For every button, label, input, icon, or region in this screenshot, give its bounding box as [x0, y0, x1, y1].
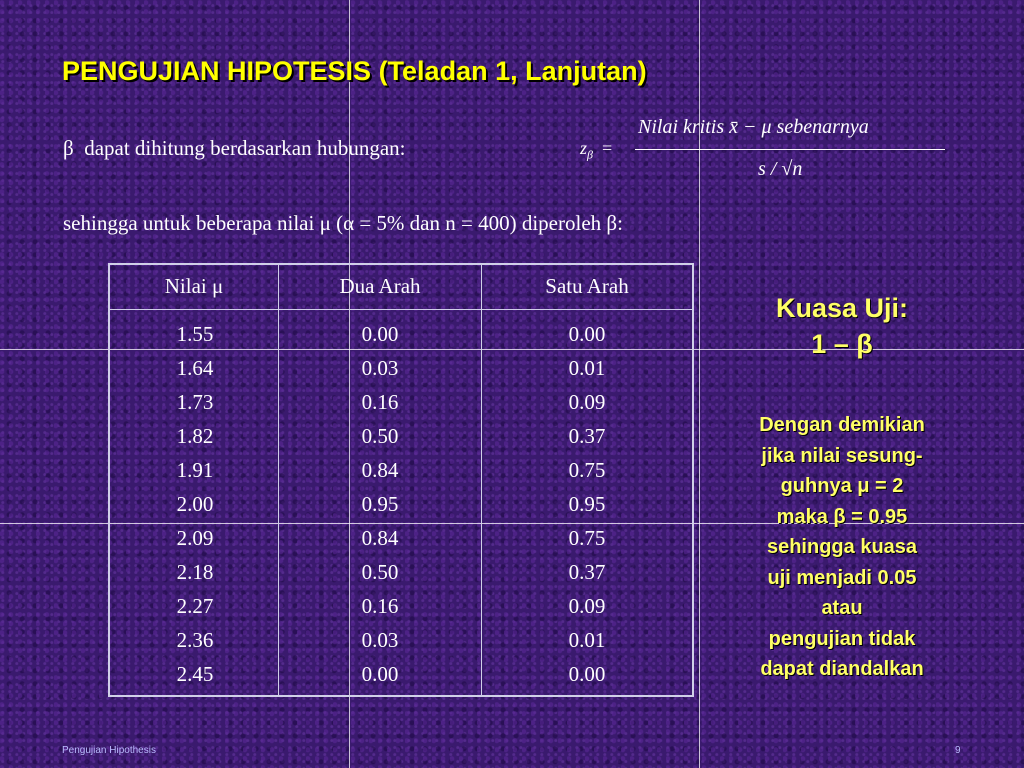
conclusion-note: [712, 410, 972, 685]
table-cell: 2.36: [176, 628, 214, 652]
table-cell: 1.64: [176, 356, 214, 380]
note-line: uji menjadi 0.05: [767, 566, 917, 589]
intro-line: [63, 136, 406, 161]
table-cell: 2.27: [176, 594, 214, 618]
column-divider: [481, 265, 482, 695]
header-nilai-mu: Nilai μ: [164, 274, 224, 298]
table-cell: 0.03: [361, 356, 399, 380]
table-cell: 0.00: [568, 322, 606, 346]
table-cell: 0.09: [568, 390, 606, 414]
footer-text: Pengujian Hipothesis: [62, 745, 156, 756]
note-line: dapat diandalkan: [760, 658, 924, 680]
table-cell: 0.00: [361, 322, 399, 346]
table-cell: 0.84: [361, 526, 399, 550]
table-cell: 0.84: [361, 458, 399, 482]
table-cell: 0.37: [568, 424, 606, 448]
table-cell: 0.09: [568, 594, 606, 618]
table-cell: 0.01: [568, 628, 606, 652]
kuasa-line-2: 1 – β: [811, 329, 873, 359]
header-satu-arah: Satu Arah: [545, 274, 629, 298]
table-cell: 0.01: [568, 356, 606, 380]
table-cell: 0.95: [568, 492, 606, 516]
header-dua-arah: Dua Arah: [339, 274, 421, 298]
page-number: 9: [955, 745, 961, 756]
fraction-bar: [635, 149, 945, 150]
column-dua-arah: [335, 317, 425, 691]
table-cell: 0.37: [568, 560, 606, 584]
intro-text: dapat dihitung berdasarkan hubungan:: [84, 136, 406, 160]
table-cell: 2.09: [176, 526, 214, 550]
table-cell: 0.50: [361, 560, 399, 584]
table-cell: 0.50: [361, 424, 399, 448]
note-line: jika nilai sesung-: [761, 444, 923, 467]
note-line: pengujian tidak: [768, 627, 916, 650]
kuasa-line-1: Kuasa Uji:: [775, 293, 909, 323]
table-cell: 2.00: [176, 492, 214, 516]
table-cell: 0.75: [568, 526, 606, 550]
kuasa-uji-label: [726, 290, 958, 362]
header-divider: [110, 309, 692, 310]
z-beta-formula: [580, 116, 960, 190]
column-divider: [278, 265, 279, 695]
table-cell: 1.55: [176, 322, 214, 346]
note-line: Dengan demikian: [759, 414, 925, 436]
description-line: sehingga untuk beberapa nilai μ (α = 5% dan n = 400) diperoleh β:: [63, 211, 623, 235]
table-cell: 0.16: [361, 594, 399, 618]
table-cell: 1.73: [176, 390, 214, 414]
note-line: guhnya μ = 2: [780, 475, 904, 497]
table-cell: 0.03: [361, 628, 399, 652]
formula-denominator: s / √n: [758, 158, 803, 180]
table-cell: 0.00: [361, 662, 399, 686]
note-line: maka β = 0.95: [776, 505, 908, 528]
table-cell: 2.45: [176, 662, 214, 686]
table-cell: 1.91: [176, 458, 214, 482]
table-cell: 0.95: [361, 492, 399, 516]
beta-table: [108, 263, 694, 697]
table-cell: 2.18: [176, 560, 214, 584]
column-satu-arah: [542, 317, 632, 691]
note-line: atau: [821, 597, 863, 619]
table-cell: 0.75: [568, 458, 606, 482]
column-nilai-mu: [150, 317, 240, 691]
formula-numerator: Nilai kritis x̄ − μ sebenarnya: [638, 116, 869, 138]
table-cell: 0.16: [361, 390, 399, 414]
beta-symbol: β: [63, 136, 74, 160]
table-cell: 1.82: [176, 424, 214, 448]
note-line: sehingga kuasa: [766, 536, 918, 558]
slide-title: PENGUJIAN HIPOTESIS (Teladan 1, Lanjutan): [62, 56, 647, 86]
table-cell: 0.00: [568, 662, 606, 686]
formula-lhs: $z_\beta$ =: [580, 138, 613, 162]
